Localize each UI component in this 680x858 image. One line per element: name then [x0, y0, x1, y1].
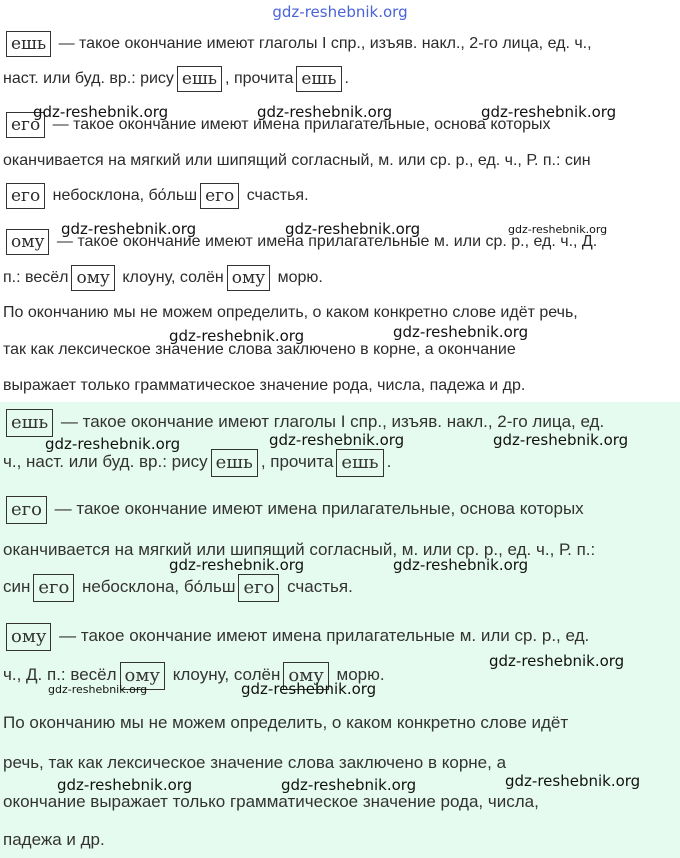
- ending-box: его: [6, 183, 45, 209]
- b2-ego-line1: его — такое окончание имеют имена прилагательные, основа которых: [3, 498, 584, 521]
- watermark: gdz-reshebnik.org: [57, 776, 193, 794]
- b1-esh-line1: ешь — такое окончание имеют глаголы I спр., изъяв. накл., 2-го лица, ед. ч.,: [3, 33, 592, 55]
- b2-conclusion-2: речь, так как лексическое значение слова заключено в корне, а: [3, 753, 507, 772]
- b1-ego-line1: его — такое окончание имеют имена прилагательные, основа которых: [3, 114, 551, 136]
- ending-box: ешь: [6, 31, 51, 57]
- watermark: gdz-reshebnik.org: [33, 103, 169, 121]
- watermark: gdz-reshebnik.org: [169, 556, 305, 574]
- watermark: gdz-reshebnik.org: [508, 223, 608, 236]
- ending-box: ешь: [177, 66, 222, 92]
- watermark: gdz-reshebnik.org: [269, 431, 405, 449]
- watermark: gdz-reshebnik.org: [393, 323, 529, 341]
- ending-box: его: [6, 112, 45, 138]
- b1-conclusion-1: По окончанию мы не можем определить, о каком конкретно слове идёт речь,: [3, 304, 578, 321]
- b1-conclusion-3: выражает только грамматическое значение рода, числа, падежа и др.: [3, 377, 526, 394]
- b1-conclusion-2: так как лексическое значение слова заключено в корне, а окончание: [3, 341, 516, 358]
- ending-box: ешь: [211, 449, 258, 477]
- watermark: gdz-reshebnik.org: [45, 435, 181, 453]
- watermark: gdz-reshebnik.org: [493, 431, 629, 449]
- ending-box: ому: [227, 265, 270, 291]
- ending-box: ешь: [6, 409, 53, 437]
- b1-omu-line2: п.: весёл ому клоуну, солён ому морю.: [3, 267, 323, 289]
- ending-box: его: [6, 496, 47, 524]
- watermark: gdz-reshebnik.org: [489, 652, 625, 670]
- b2-conclusion-4: падежа и др.: [3, 830, 105, 849]
- b2-ego-line3: син его небосклона, бо́льш его счастья.: [3, 576, 353, 599]
- ending-box: ому: [6, 623, 51, 651]
- watermark: gdz-reshebnik.org: [48, 683, 148, 696]
- b1-ego-line2: оканчивается на мягкий или шипящий согласный, м. или ср. р., ед. ч., Р. п.: син: [3, 152, 591, 169]
- watermark: gdz-reshebnik.org: [393, 556, 529, 574]
- ending-box: ешь: [296, 66, 341, 92]
- ending-box: ому: [6, 229, 49, 255]
- watermark: gdz-reshebnik.org: [169, 327, 305, 345]
- ending-box: его: [200, 183, 239, 209]
- b2-conclusion-3: окончание выражает только грамматическое значение рода, числа,: [3, 792, 539, 811]
- ending-box: его: [238, 574, 279, 602]
- watermark: gdz-reshebnik.org: [281, 776, 417, 794]
- ending-box: ому: [283, 662, 328, 690]
- b2-esh-line2: ч., наст. или буд. вр.: рису ешь , прочита ешь .: [3, 451, 391, 474]
- watermark: gdz-reshebnik.org: [257, 103, 393, 121]
- ending-box: ому: [120, 662, 165, 690]
- ending-box: ому: [71, 265, 114, 291]
- b2-omu-line2: ч., Д. п.: весёл ому клоуну, солён ому морю.: [3, 664, 385, 687]
- b2-conclusion-1: По окончанию мы не можем определить, о каком конкретно слове идёт: [3, 713, 569, 732]
- b1-omu-line1: ому — такое окончание имеют имена прилагательные м. или ср. р., ед. ч., Д.: [3, 231, 597, 253]
- ending-box: его: [33, 574, 74, 602]
- watermark: gdz-reshebnik.org: [61, 220, 197, 238]
- b1-esh-line2: наст. или буд. вр.: рису ешь , прочита ешь .: [3, 68, 349, 90]
- b2-omu-line1: ому — такое окончание имеют имена прилагательные м. или ср. р., ед.: [3, 625, 589, 648]
- b2-ego-line2: оканчивается на мягкий или шипящий согласный, м. или ср. р., ед. ч., Р. п.:: [3, 540, 596, 559]
- site-header-link[interactable]: gdz-reshebnik.org: [272, 3, 408, 21]
- b2-esh-line1: ешь — такое окончание имеют глаголы I спр., изъяв. накл., 2-го лица, ед.: [3, 411, 604, 434]
- ending-box: ешь: [336, 449, 383, 477]
- watermark: gdz-reshebnik.org: [505, 772, 641, 790]
- b1-ego-line3: его небосклона, бо́льш его счастья.: [3, 185, 309, 207]
- watermark: gdz-reshebnik.org: [285, 220, 421, 238]
- watermark: gdz-reshebnik.org: [241, 680, 377, 698]
- watermark: gdz-reshebnik.org: [481, 103, 617, 121]
